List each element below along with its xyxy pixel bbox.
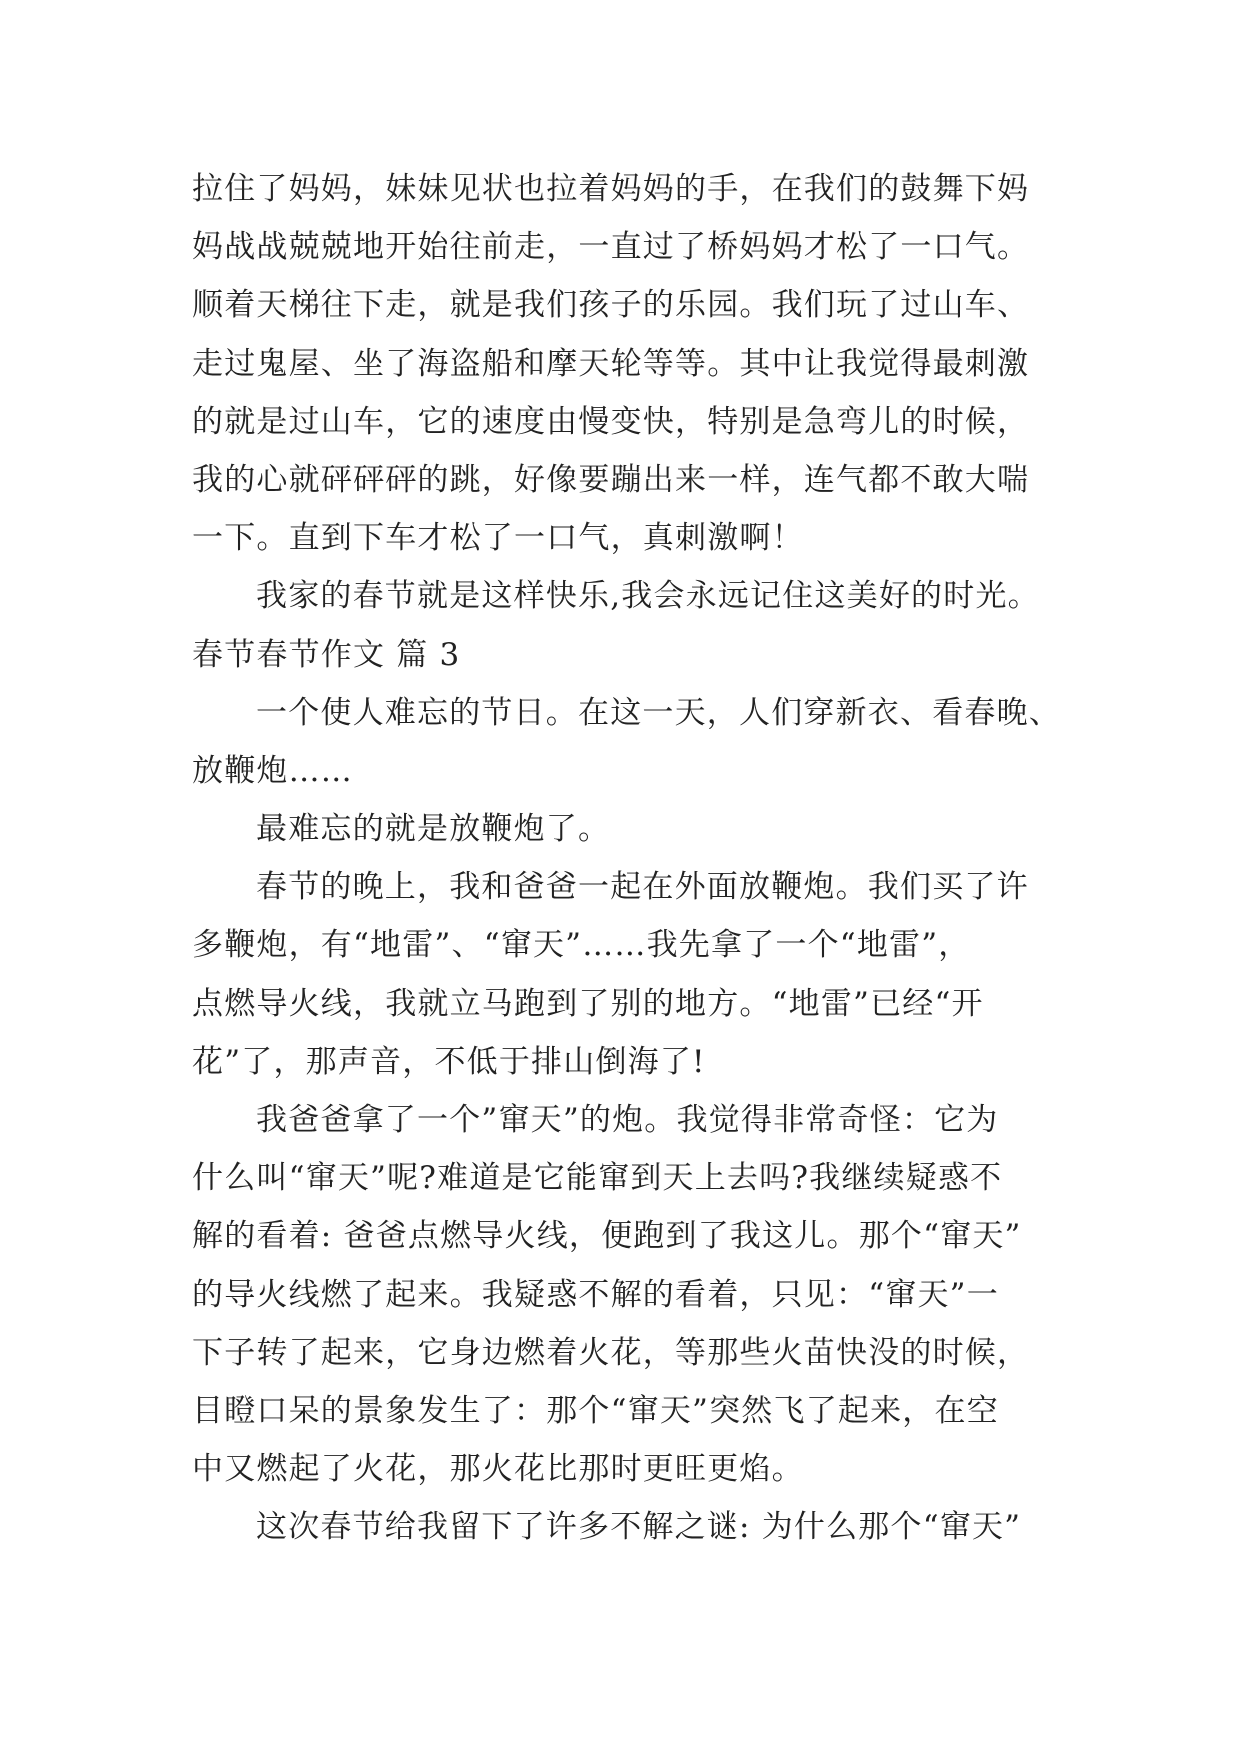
text-line: 多鞭炮，有“地雷”、“窜天”……我先拿了一个“地雷”，: [192, 927, 971, 964]
text-line: 走过鬼屋、坐了海盗船和摩天轮等等。其中让我觉得最刺激: [192, 345, 1030, 382]
text-line: 我爸爸拿了一个”窜天”的炮。我觉得非常奇怪：它为: [256, 1102, 999, 1138]
text-line: 我家的春节就是这样快乐,我会永远记住这美好的时光。: [256, 578, 1040, 615]
text-line: 的导火线燃了起来。我疑惑不解的看着，只见：“窜天”一: [192, 1276, 999, 1313]
text-line: 什么叫“窜天”呢?难道是它能窜到天上去吗?我继续疑惑不: [192, 1160, 1003, 1197]
text-line: 中又燃起了火花，那火花比那时更旺更焰。: [192, 1451, 804, 1488]
text-line: 春节的晚上，我和爸爸一起在外面放鞭炮。我们买了许: [256, 869, 1029, 906]
text-line: 这次春节给我留下了许多不解之谜: 为什么那个“窜天”: [256, 1509, 1022, 1546]
text-line: 点燃导火线，我就立马跑到了别的地方。“地雷”已经“开: [192, 985, 984, 1022]
text-line: 顺着天梯往下走，就是我们孩子的乐园。我们玩了过山车、: [192, 287, 1030, 324]
text-line: 妈战战兢兢地开始往前走，一直过了桥妈妈才松了一口气。: [192, 229, 1030, 266]
text-line: 下子转了起来，它身边燃着火花，等那些火苗快没的时候，: [192, 1334, 1030, 1371]
section-heading: 春节春节作文 篇 3: [192, 636, 461, 673]
text-line: 花”了，那声音，不低于排山倒海了!: [192, 1043, 706, 1080]
text-line: 放鞭炮……: [192, 752, 353, 789]
text-line: 一个使人难忘的节日。在这一天，人们穿新衣、看春晚、: [256, 694, 1061, 731]
text-line: 的就是过山车，它的速度由慢变快，特别是急弯儿的时候，: [192, 403, 1030, 440]
text-line: 一下。直到下车才松了一口气，真刺激啊！: [192, 520, 804, 557]
text-line: 我的心就砰砰砰的跳，好像要蹦出来一样，连气都不敢大喘: [192, 461, 1030, 498]
text-line: 解的看着: 爸爸点燃导火线，便跑到了我这儿。那个“窜天”: [192, 1218, 1022, 1255]
essay-text: [192, 160, 1062, 1557]
text-line: 最难忘的就是放鞭炮了。: [256, 811, 611, 848]
text-line: 拉住了妈妈，妹妹见状也拉着妈妈的手，在我们的鼓舞下妈: [192, 171, 1030, 207]
text-line: 目瞪口呆的景象发生了：那个“窜天”突然飞了起来，在空: [192, 1392, 999, 1429]
